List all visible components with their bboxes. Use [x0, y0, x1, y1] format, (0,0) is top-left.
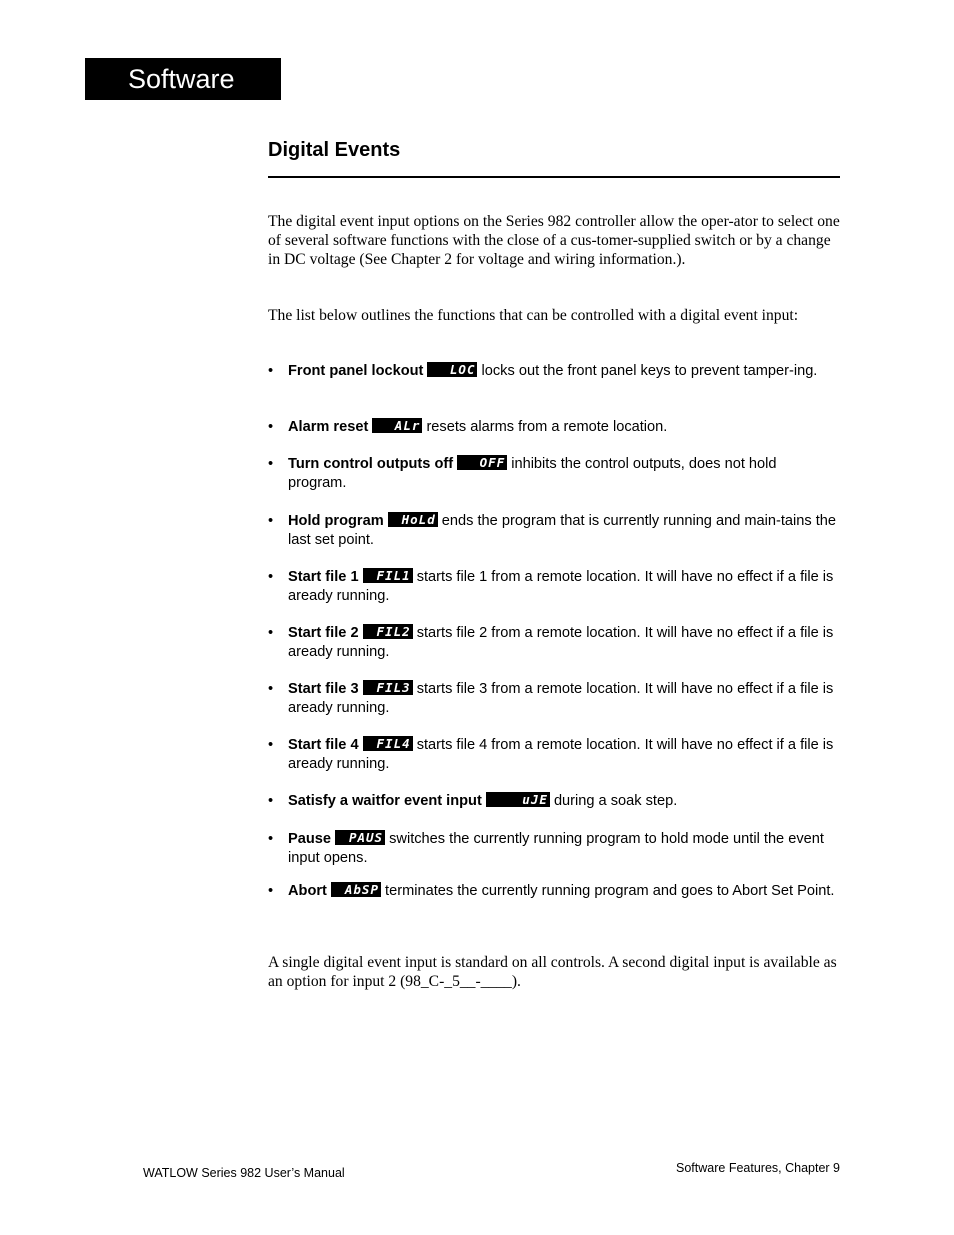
item-term: Front panel lockout — [288, 363, 424, 379]
lcd-display-code: uJE — [486, 792, 550, 807]
bullet: • — [268, 625, 274, 641]
bullet: • — [268, 569, 274, 585]
section-title: Digital Events — [268, 139, 401, 161]
item-description: terminates the currently running program and goes to Abort Set Point. — [385, 883, 835, 899]
bullet: • — [268, 419, 274, 435]
bullet: • — [268, 456, 274, 472]
item-description: starts file 1 from a remote location. It will have no effect if a file is aready running. — [288, 569, 834, 604]
item-description: ends the program that is currently running and main-tains the last set point. — [288, 513, 837, 548]
lcd-display-code: OFF — [457, 455, 507, 470]
item-term: Start file 1 — [288, 569, 359, 585]
intro-paragraph: The digital event input options on the Series 982 controller allow the oper-ator to select one of several software functions with the close of a cus-tomer-supplied switch or by a change in DC voltage (See Chapter 2 for voltage and wiring information.). — [268, 213, 840, 268]
item-term: Start file 2 — [288, 625, 359, 641]
lcd-display-code: FIL2 — [363, 624, 413, 639]
item-description: starts file 2 from a remote location. It will have no effect if a file is aready running. — [288, 625, 834, 660]
chapter-tab-label: Software — [128, 64, 235, 94]
lcd-display-code: FIL4 — [363, 736, 413, 751]
chapter-tab — [85, 58, 281, 100]
item-description: locks out the front panel keys to prevent tamper-ing. — [481, 363, 818, 379]
item-term: Hold program — [288, 513, 384, 529]
item-term: Abort — [288, 883, 327, 899]
lcd-display-code: FIL1 — [363, 568, 413, 583]
bullet: • — [268, 831, 274, 847]
bullet: • — [268, 737, 274, 753]
item-term: Start file 3 — [288, 681, 359, 697]
list-intro-paragraph: The list below outlines the functions that can be controlled with a digital event input: — [268, 307, 799, 324]
item-description: inhibits the control outputs, does not hold program. — [288, 456, 777, 491]
item-description: resets alarms from a remote location. — [426, 419, 668, 435]
item-description: during a soak step. — [553, 793, 678, 809]
bullet: • — [268, 793, 274, 809]
bullet: • — [268, 681, 274, 697]
footer-chapter: Software Features, Chapter 9 — [676, 1161, 840, 1175]
bullet: • — [268, 363, 274, 379]
lcd-display-code: ALr — [372, 418, 422, 433]
item-term: Pause — [288, 831, 331, 847]
lcd-display-code: LOC — [427, 362, 477, 377]
title-rule — [268, 176, 840, 178]
item-description: starts file 3 from a remote location. It will have no effect if a file is aready running. — [288, 681, 834, 716]
item-term: Alarm reset — [288, 419, 369, 435]
footer-manual-title: WATLOW Series 982 User’s Manual — [143, 1166, 345, 1180]
item-term: Turn control outputs off — [288, 456, 454, 472]
closing-paragraph: A single digital event input is standard on all controls. A second digital input is available as an option for input 2 (98_C-_5__-____). — [268, 954, 837, 990]
item-term: Start file 4 — [288, 737, 359, 753]
lcd-display-code: HoLd — [388, 512, 438, 527]
item-term: Satisfy a waitfor event input — [288, 793, 482, 809]
lcd-display-code: FIL3 — [363, 680, 413, 695]
item-description: switches the currently running program to hold mode until the event input opens. — [288, 831, 824, 866]
lcd-display-code: AbSP — [331, 882, 381, 897]
item-description: starts file 4 from a remote location. It will have no effect if a file is aready running. — [288, 737, 834, 772]
bullet: • — [268, 513, 274, 529]
bullet: • — [268, 883, 274, 899]
lcd-display-code: PAUS — [335, 830, 385, 845]
